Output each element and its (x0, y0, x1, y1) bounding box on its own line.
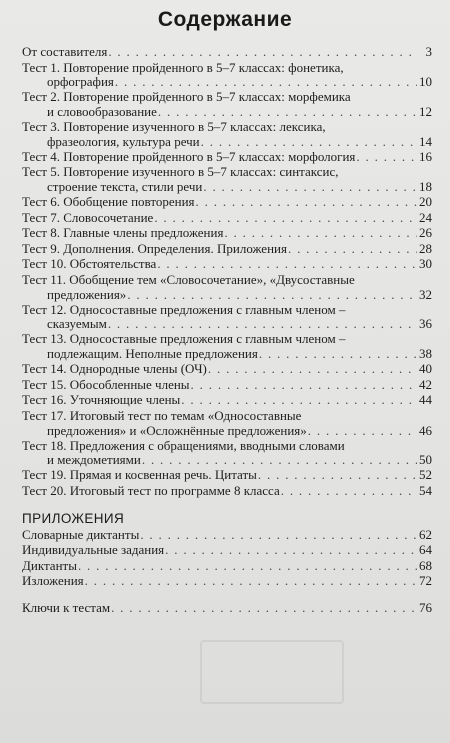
toc-entry-text: Тест 11. Обобщение тем «Словосочетание», «Двусоставные (22, 271, 355, 287)
toc-entry-text: Тест 17. Итоговый тест по темам «Односоставные (22, 407, 302, 423)
dot-leader (208, 362, 417, 377)
toc-entry-text: сказуемым (47, 316, 107, 332)
dot-leader (288, 242, 417, 257)
toc-entry-text: Тест 19. Прямая и косвенная речь. Цитаты (22, 467, 257, 483)
dot-leader (181, 393, 417, 408)
toc-entry (22, 543, 432, 558)
toc-entry-line (22, 273, 432, 288)
dot-leader (115, 75, 417, 90)
toc-page-number: 72 (419, 573, 432, 589)
toc-entry-text: Индивидуальные задания (22, 542, 165, 558)
toc-page-number: 30 (419, 256, 432, 272)
toc-entry-text: Тест 12. Односоставные предложения с главным членом – (22, 301, 346, 317)
dot-leader (127, 288, 417, 303)
toc-entry-line (22, 543, 432, 558)
toc-entry (22, 165, 432, 195)
toc-page-number: 14 (419, 134, 432, 150)
dot-leader (142, 453, 417, 468)
toc-entry (22, 150, 432, 165)
toc-entry-text: Тест 4. Повторение пройденного в 5–7 классах: морфология (22, 148, 356, 164)
toc-page-number: 54 (419, 482, 432, 498)
dot-leader (191, 378, 417, 393)
page-title: Содержание (157, 8, 293, 31)
toc-entry-line (22, 242, 432, 257)
toc-answers-list (22, 601, 432, 616)
toc-page-number: 38 (419, 346, 432, 362)
toc-entry-line (22, 165, 432, 180)
dot-leader (259, 347, 417, 362)
toc-entry-line (22, 303, 432, 318)
toc-page-number: 76 (419, 599, 432, 615)
toc-entry (22, 226, 432, 241)
toc-entry-line (22, 559, 432, 574)
toc-entry (22, 120, 432, 150)
dot-leader (196, 195, 417, 210)
toc-page-number: 24 (419, 209, 432, 225)
toc-page-number: 20 (419, 194, 432, 210)
toc-entry (22, 362, 432, 377)
toc-entry-text: Тест 6. Обобщение повторения (22, 194, 195, 210)
toc-entry-line (22, 257, 432, 272)
toc-entry (22, 332, 432, 362)
toc-page-number: 12 (419, 104, 432, 120)
toc-entry-line (22, 453, 432, 468)
dot-leader (154, 211, 417, 226)
toc-entry-line (22, 105, 432, 120)
toc-entry (22, 439, 432, 469)
toc-page-number: 68 (419, 557, 432, 573)
toc-entry-line (22, 409, 432, 424)
toc-entry-line (22, 378, 432, 393)
toc-entry-text: Тест 16. Уточняющие члены (22, 392, 181, 408)
toc-entry (22, 273, 432, 303)
table-of-contents (22, 45, 432, 616)
toc-page-number: 62 (419, 526, 432, 542)
toc-entry-line (22, 439, 432, 454)
toc-entry-text: Тест 13. Односоставные предложения с главным членом – (22, 331, 346, 347)
toc-entry-line (22, 61, 432, 76)
toc-entry-text: предложения» и «Осложнённые предложения» (47, 422, 307, 438)
toc-entry (22, 601, 432, 616)
toc-entry (22, 393, 432, 408)
toc-entry (22, 257, 432, 272)
toc-entry (22, 90, 432, 120)
toc-page-number: 36 (419, 316, 432, 332)
toc-page-number: 3 (425, 44, 432, 59)
toc-entry-line (22, 75, 432, 90)
toc-page-number: 40 (419, 361, 432, 377)
toc-entry (22, 45, 432, 60)
toc-entry (22, 559, 432, 574)
toc-page-number: 64 (419, 542, 432, 558)
toc-entry-line (22, 528, 432, 543)
toc-entry (22, 378, 432, 393)
toc-entry-text: Тест 18. Предложения с обращениями, вводными словами (22, 437, 345, 453)
toc-page-number: 18 (419, 179, 432, 195)
toc-entry-line (22, 484, 432, 499)
toc-entry-line (22, 468, 432, 483)
toc-page-number: 50 (419, 452, 432, 468)
toc-entry-line (22, 120, 432, 135)
dot-leader (203, 180, 417, 195)
toc-entry-text: орфография (47, 74, 114, 90)
toc-entry (22, 303, 432, 333)
toc-entry-text: Тест 20. Итоговый тест по программе 8 класса (22, 482, 280, 498)
dot-leader (111, 601, 417, 616)
toc-entry-line (22, 90, 432, 105)
appendix-heading: ПРИЛОЖЕНИЯ (22, 510, 125, 526)
dot-leader (281, 484, 417, 499)
toc-entry (22, 528, 432, 543)
toc-appendix-list (22, 528, 432, 589)
toc-entry-text: Тест 7. Словосочетание (22, 209, 154, 225)
toc-entry-text: Тест 10. Обстоятельства (22, 256, 157, 272)
toc-entry-text: фразеология, культура речи (47, 134, 200, 150)
dot-leader (140, 528, 417, 543)
toc-entry-line (22, 317, 432, 332)
toc-entry (22, 195, 432, 210)
toc-entry-line (22, 150, 432, 165)
toc-entry-line (22, 362, 432, 377)
toc-entry-line (22, 601, 432, 616)
toc-entry-text: Тест 8. Главные члены предложения (22, 225, 224, 241)
dot-leader (224, 226, 417, 241)
toc-entry (22, 574, 432, 589)
toc-entry-text: Тест 1. Повторение пройденного в 5–7 классах: фонетика, (22, 59, 344, 75)
dot-leader (108, 317, 417, 332)
toc-entry-text: предложения» (47, 286, 127, 302)
dot-leader (158, 105, 417, 120)
toc-entry-text: Тест 2. Повторение пройденного в 5–7 классах: морфемика (22, 89, 351, 105)
toc-entry-text: Изложения (22, 573, 84, 589)
dot-leader (165, 543, 417, 558)
toc-entry-line (22, 347, 432, 362)
toc-entry (22, 211, 432, 226)
toc-entry-line (22, 332, 432, 347)
toc-page-number: 10 (419, 74, 432, 90)
dot-leader (78, 559, 417, 574)
toc-entry (22, 61, 432, 91)
toc-entry (22, 484, 432, 499)
toc-entry-line (22, 424, 432, 439)
faint-stamp-watermark (200, 640, 344, 704)
dot-leader (356, 150, 417, 165)
toc-entry-text: Тест 5. Повторение изученного в 5–7 классах: синтаксис, (22, 164, 339, 180)
dot-leader (308, 424, 417, 439)
toc-page-number: 44 (419, 392, 432, 408)
toc-entry-text: Тест 3. Повторение изученного в 5–7 классах: лексика, (22, 119, 326, 135)
toc-page-number: 52 (419, 467, 432, 483)
toc-entry-text: Ключи к тестам (22, 599, 111, 615)
toc-entry (22, 409, 432, 439)
toc-entry-line (22, 226, 432, 241)
toc-page-number: 42 (419, 376, 432, 392)
dot-leader (157, 257, 417, 272)
dot-leader (108, 45, 417, 60)
toc-entry-text: От составителя (22, 44, 108, 59)
toc-entry-text: Диктанты (22, 557, 77, 573)
toc-page-number: 46 (419, 422, 432, 438)
toc-entry-text: подлежащим. Неполные предложения (47, 346, 258, 362)
toc-page-number: 28 (419, 240, 432, 256)
dot-leader (258, 468, 417, 483)
toc-entry-text: Тест 14. Однородные члены (ОЧ) (22, 361, 207, 377)
toc-entry (22, 468, 432, 483)
toc-entry-text: и словообразование (47, 104, 157, 120)
toc-entry-line (22, 195, 432, 210)
dot-leader (201, 135, 417, 150)
toc-entry-text: Тест 9. Дополнения. Определения. Приложения (22, 240, 287, 256)
toc-entry-text: Словарные диктанты (22, 526, 140, 542)
toc-entry-line (22, 211, 432, 226)
toc-entry-text: Тест 15. Обособленные члены (22, 376, 190, 392)
toc-main-list (22, 45, 432, 499)
toc-entry-line (22, 180, 432, 195)
toc-entry-line (22, 393, 432, 408)
toc-page-number: 16 (419, 148, 432, 164)
dot-leader (85, 574, 417, 589)
toc-entry-line (22, 288, 432, 303)
toc-entry (22, 242, 432, 257)
toc-entry-line (22, 135, 432, 150)
toc-page-number: 26 (419, 225, 432, 241)
toc-entry-text: строение текста, стили речи (47, 179, 203, 195)
toc-entry-line (22, 45, 432, 60)
toc-entry-text: и междометиями (47, 452, 141, 468)
toc-page-number: 32 (419, 286, 432, 302)
toc-entry-line (22, 574, 432, 589)
